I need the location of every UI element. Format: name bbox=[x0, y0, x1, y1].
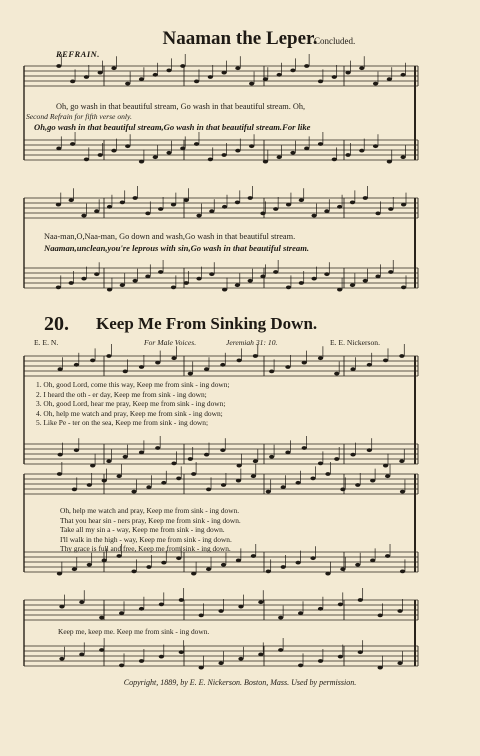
verse-line: 2. I heard the oth - er day, Keep me from sink - ing down; bbox=[36, 389, 207, 399]
note-head bbox=[401, 73, 406, 77]
note-head bbox=[131, 490, 136, 494]
note-head bbox=[133, 279, 138, 283]
note-head bbox=[153, 73, 158, 77]
note-head bbox=[98, 153, 103, 157]
note-head bbox=[74, 448, 79, 452]
note-head bbox=[102, 559, 107, 563]
note-head bbox=[218, 609, 223, 613]
note-head bbox=[334, 457, 339, 461]
note-head bbox=[248, 279, 253, 283]
song-title-naaman: Naaman the Leper. bbox=[162, 28, 318, 49]
note-head bbox=[145, 275, 150, 279]
note-head bbox=[237, 464, 242, 468]
note-head bbox=[338, 603, 343, 607]
note-head bbox=[81, 277, 86, 281]
note-head bbox=[318, 80, 323, 84]
note-head bbox=[285, 365, 290, 369]
note-head bbox=[56, 203, 61, 207]
note-head bbox=[249, 144, 254, 148]
note-head bbox=[139, 365, 144, 369]
note-head bbox=[81, 214, 86, 218]
note-head bbox=[235, 66, 240, 70]
note-head bbox=[120, 283, 125, 287]
note-head bbox=[277, 73, 282, 77]
note-head bbox=[58, 367, 63, 371]
note-head bbox=[139, 659, 144, 663]
refrain-label: REFRAIN. bbox=[56, 49, 100, 59]
note-head bbox=[146, 565, 151, 569]
note-head bbox=[59, 605, 64, 609]
note-head bbox=[338, 655, 343, 659]
lyric-line-alt: Naaman,unclean,you're leprous with sin,Go wash in that beautiful stream. bbox=[44, 243, 310, 253]
note-head bbox=[119, 664, 124, 668]
note-head bbox=[208, 75, 213, 79]
note-head bbox=[171, 356, 176, 360]
note-head bbox=[222, 288, 227, 292]
note-head bbox=[359, 149, 364, 153]
note-head bbox=[281, 485, 286, 489]
note-head bbox=[158, 270, 163, 274]
note-head bbox=[345, 71, 350, 75]
note-head bbox=[153, 155, 158, 159]
note-head bbox=[345, 153, 350, 157]
lyric-line: Naa-man,O,Naa-man, Go down and wash,Go wash in that beautiful stream. bbox=[44, 232, 296, 241]
note-head bbox=[94, 209, 99, 213]
note-head bbox=[220, 363, 225, 367]
note-head bbox=[251, 474, 256, 478]
note-head bbox=[79, 600, 84, 604]
note-head bbox=[258, 600, 263, 604]
note-head bbox=[290, 69, 295, 73]
note-head bbox=[106, 459, 111, 463]
note-head bbox=[120, 201, 125, 205]
note-head bbox=[324, 209, 329, 213]
note-head bbox=[159, 655, 164, 659]
note-head bbox=[90, 464, 95, 468]
note-head bbox=[332, 158, 337, 162]
note-head bbox=[221, 563, 226, 567]
note-head bbox=[273, 207, 278, 211]
note-head bbox=[304, 147, 309, 151]
note-head bbox=[131, 570, 136, 574]
note-head bbox=[350, 367, 355, 371]
hymn-number: 20. bbox=[44, 313, 69, 335]
note-head bbox=[222, 71, 227, 75]
note-head bbox=[176, 556, 181, 560]
note-head bbox=[79, 653, 84, 657]
scripture-ref: Jeremiah 31: 10. bbox=[226, 338, 278, 347]
note-head bbox=[400, 490, 405, 494]
note-head bbox=[286, 286, 291, 290]
note-head bbox=[180, 64, 185, 68]
note-head bbox=[222, 205, 227, 209]
note-head bbox=[337, 205, 342, 209]
voices-note: For Male Voices. bbox=[144, 338, 197, 347]
note-head bbox=[370, 479, 375, 483]
note-head bbox=[334, 372, 339, 376]
note-head bbox=[266, 490, 271, 494]
verse-line: Thy grace is full and free, Keep me from sink - ing down. bbox=[60, 544, 231, 554]
note-head bbox=[139, 451, 144, 455]
note-head bbox=[166, 69, 171, 73]
note-head bbox=[84, 75, 89, 79]
note-head bbox=[155, 361, 160, 365]
note-head bbox=[318, 142, 323, 146]
note-head bbox=[278, 648, 283, 652]
note-head bbox=[159, 603, 164, 607]
note-head bbox=[117, 474, 122, 478]
note-head bbox=[363, 196, 368, 200]
note-head bbox=[99, 648, 104, 652]
note-head bbox=[375, 212, 380, 216]
note-head bbox=[102, 479, 107, 483]
note-head bbox=[266, 570, 271, 574]
note-head bbox=[340, 488, 345, 492]
note-head bbox=[399, 354, 404, 358]
note-head bbox=[94, 272, 99, 276]
note-head bbox=[260, 275, 265, 279]
note-head bbox=[358, 650, 363, 654]
note-head bbox=[70, 142, 75, 146]
note-head bbox=[98, 71, 103, 75]
note-head bbox=[387, 77, 392, 81]
note-head bbox=[325, 472, 330, 476]
note-head bbox=[218, 661, 223, 665]
note-head bbox=[296, 481, 301, 485]
lyric-line: Oh, go wash in that beautiful stream, Go wash in that beautiful stream. Oh, bbox=[56, 102, 306, 111]
verse-line: Take all my sin a - way, Keep me from sink - ing down. bbox=[60, 525, 225, 535]
note-head bbox=[248, 196, 253, 200]
note-head bbox=[235, 283, 240, 287]
note-head bbox=[146, 485, 151, 489]
note-head bbox=[191, 472, 196, 476]
note-head bbox=[385, 554, 390, 558]
verse-line: Oh, help me watch and pray, Keep me from sink - ing down. bbox=[60, 506, 240, 515]
note-head bbox=[258, 653, 263, 657]
note-head bbox=[350, 453, 355, 457]
note-head bbox=[158, 207, 163, 211]
note-head bbox=[196, 214, 201, 218]
note-head bbox=[285, 451, 290, 455]
note-head bbox=[269, 455, 274, 459]
note-head bbox=[87, 483, 92, 487]
note-head bbox=[139, 160, 144, 164]
note-head bbox=[310, 556, 315, 560]
note-head bbox=[171, 462, 176, 466]
note-head bbox=[166, 151, 171, 155]
note-head bbox=[123, 455, 128, 459]
note-head bbox=[69, 198, 74, 202]
note-head bbox=[90, 359, 95, 363]
note-head bbox=[253, 459, 258, 463]
note-head bbox=[204, 453, 209, 457]
note-head bbox=[236, 559, 241, 563]
note-head bbox=[74, 363, 79, 367]
note-head bbox=[188, 372, 193, 376]
note-head bbox=[70, 80, 75, 84]
note-head bbox=[176, 477, 181, 481]
note-head bbox=[263, 160, 268, 164]
note-head bbox=[179, 650, 184, 654]
song-title-keep-me: Keep Me From Sinking Down. bbox=[96, 314, 318, 333]
note-head bbox=[161, 561, 166, 565]
note-head bbox=[69, 281, 74, 285]
note-head bbox=[196, 277, 201, 281]
lyric-line-final: Keep me, keep me. Keep me from sink - ing down. bbox=[58, 627, 210, 636]
concluded-label: Concluded. bbox=[314, 36, 356, 46]
note-head bbox=[221, 483, 226, 487]
note-head bbox=[209, 272, 214, 276]
verse-line: 3. Oh, good Lord, hear me pray, Keep me from sink - ing down; bbox=[36, 399, 226, 409]
composer-name: E. E. Nickerson. bbox=[330, 338, 380, 347]
note-head bbox=[318, 462, 323, 466]
verse-block-2 bbox=[60, 506, 241, 554]
note-head bbox=[111, 66, 116, 70]
note-head bbox=[171, 203, 176, 207]
note-head bbox=[125, 82, 130, 86]
note-head bbox=[310, 477, 315, 481]
note-head bbox=[269, 370, 274, 374]
note-head bbox=[355, 483, 360, 487]
note-head bbox=[145, 212, 150, 216]
verse-line: 1. Oh, good Lord, come this way, Keep me from sink - ing down; bbox=[36, 380, 230, 389]
note-head bbox=[117, 554, 122, 558]
note-head bbox=[235, 149, 240, 153]
note-head bbox=[273, 270, 278, 274]
note-head bbox=[237, 359, 242, 363]
note-head bbox=[236, 479, 241, 483]
lyric-line-alt: Oh,go wash in that beautiful stream,Go wash in that beautiful stream.For like bbox=[34, 122, 311, 132]
verse-line: 4. Oh, help me watch and pray, Keep me from sink - ing down; bbox=[36, 408, 223, 418]
note-head bbox=[59, 657, 64, 661]
note-head bbox=[312, 277, 317, 281]
note-head bbox=[278, 616, 283, 620]
note-head bbox=[370, 559, 375, 563]
note-head bbox=[184, 281, 189, 285]
note-head bbox=[358, 598, 363, 602]
note-head bbox=[373, 82, 378, 86]
note-head bbox=[312, 214, 317, 218]
verse-line: I'll walk in the high - way, Keep me from sink - ing down. bbox=[60, 534, 232, 544]
note-head bbox=[318, 356, 323, 360]
second-refrain-note: Second Refrain for fifth verse only. bbox=[26, 112, 132, 121]
note-head bbox=[199, 614, 204, 618]
note-head bbox=[387, 160, 392, 164]
note-head bbox=[296, 561, 301, 565]
note-head bbox=[179, 598, 184, 602]
note-head bbox=[133, 196, 138, 200]
note-head bbox=[332, 75, 337, 79]
note-head bbox=[155, 446, 160, 450]
note-head bbox=[359, 66, 364, 70]
note-head bbox=[400, 570, 405, 574]
note-head bbox=[299, 198, 304, 202]
note-head bbox=[337, 288, 342, 292]
copyright-note: Copyright, 1889, by E. E. Nickerson. Boston, Mass. Used by permission. bbox=[123, 678, 357, 687]
note-head bbox=[383, 464, 388, 468]
note-head bbox=[373, 144, 378, 148]
note-head bbox=[298, 664, 303, 668]
note-head bbox=[324, 272, 329, 276]
note-head bbox=[401, 155, 406, 159]
note-head bbox=[238, 605, 243, 609]
note-head bbox=[206, 488, 211, 492]
note-head bbox=[367, 363, 372, 367]
note-head bbox=[139, 77, 144, 81]
note-head bbox=[123, 370, 128, 374]
note-head bbox=[111, 149, 116, 153]
note-head bbox=[72, 488, 77, 492]
note-head bbox=[340, 567, 345, 571]
note-head bbox=[184, 198, 189, 202]
note-head bbox=[194, 80, 199, 84]
note-head bbox=[72, 567, 77, 571]
note-head bbox=[385, 474, 390, 478]
note-head bbox=[171, 286, 176, 290]
note-head bbox=[180, 147, 185, 151]
note-head bbox=[302, 446, 307, 450]
note-head bbox=[378, 614, 383, 618]
note-head bbox=[318, 659, 323, 663]
note-head bbox=[367, 448, 372, 452]
note-head bbox=[383, 359, 388, 363]
note-head bbox=[251, 554, 256, 558]
note-head bbox=[208, 158, 213, 162]
note-head bbox=[397, 661, 402, 665]
note-head bbox=[388, 207, 393, 211]
note-head bbox=[260, 212, 265, 216]
author-initials: E. E. N. bbox=[34, 338, 59, 347]
note-head bbox=[350, 283, 355, 287]
note-head bbox=[298, 611, 303, 615]
note-head bbox=[302, 361, 307, 365]
note-head bbox=[119, 611, 124, 615]
note-head bbox=[263, 77, 268, 81]
note-head bbox=[378, 666, 383, 670]
note-head bbox=[99, 616, 104, 620]
note-head bbox=[58, 453, 63, 457]
note-head bbox=[107, 288, 112, 292]
note-head bbox=[56, 64, 61, 68]
note-head bbox=[277, 155, 282, 159]
note-head bbox=[161, 481, 166, 485]
note-head bbox=[57, 572, 62, 576]
note-head bbox=[238, 657, 243, 661]
note-head bbox=[206, 567, 211, 571]
note-head bbox=[220, 448, 225, 452]
note-head bbox=[191, 572, 196, 576]
verse-line: That you hear sin - ners pray, Keep me from sink - ing down. bbox=[60, 515, 241, 525]
note-head bbox=[350, 201, 355, 205]
note-head bbox=[204, 367, 209, 371]
note-head bbox=[397, 609, 402, 613]
note-head bbox=[355, 563, 360, 567]
note-head bbox=[107, 205, 112, 209]
note-head bbox=[253, 354, 258, 358]
note-head bbox=[87, 563, 92, 567]
note-head bbox=[401, 286, 406, 290]
note-head bbox=[84, 158, 89, 162]
note-head bbox=[363, 279, 368, 283]
note-head bbox=[286, 203, 291, 207]
note-head bbox=[290, 151, 295, 155]
note-head bbox=[199, 666, 204, 670]
note-head bbox=[281, 565, 286, 569]
note-head bbox=[222, 153, 227, 157]
note-head bbox=[56, 286, 61, 290]
note-head bbox=[209, 209, 214, 213]
note-head bbox=[57, 472, 62, 476]
note-head bbox=[304, 64, 309, 68]
note-head bbox=[299, 281, 304, 285]
note-head bbox=[375, 275, 380, 279]
note-head bbox=[125, 144, 130, 148]
note-head bbox=[325, 572, 330, 576]
note-head bbox=[401, 203, 406, 207]
note-head bbox=[235, 201, 240, 205]
note-head bbox=[106, 354, 111, 358]
note-head bbox=[388, 270, 393, 274]
verse-line: 5. Like Pe - ter on the sea, Keep me from sink - ing down; bbox=[36, 418, 208, 428]
note-head bbox=[194, 142, 199, 146]
verse-block bbox=[36, 380, 230, 428]
note-head bbox=[399, 459, 404, 463]
note-head bbox=[249, 82, 254, 86]
note-head bbox=[56, 147, 61, 151]
note-head bbox=[318, 607, 323, 611]
note-head bbox=[139, 607, 144, 611]
note-head bbox=[188, 457, 193, 461]
